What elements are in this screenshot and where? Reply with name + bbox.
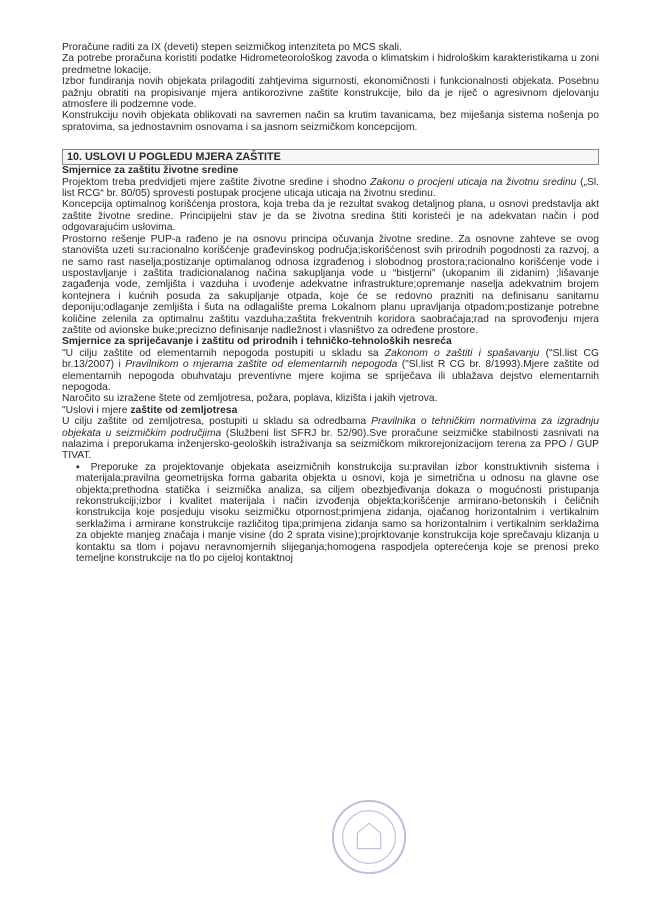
intro-paragraph: Konstrukciju novih objekata oblikovati na savremen način sa krutim tavanicama, bez miješanja sistema nošenja po spratovima, sa jednostavnim osnovama i sa jasnom seizmičkom koncepcijom. <box>62 110 599 133</box>
regulation-title: Pravilnika o tehničkim normativima za izgradnju objekata u seizmičkim područjima <box>62 416 599 439</box>
round-seal-stamp-icon <box>330 798 408 876</box>
text-run: Projektom treba predvidjeti mjere zaštite životne sredine i shodno <box>62 176 371 188</box>
earthquake-paragraph-2 <box>62 462 599 565</box>
env-paragraph-2: Koncepcija optimalnog korišćenja prostora, koja treba da je rezultat svakog detaljnog plana, u osnovi predstavlja akt zaštite životne sredine. Principijelni stav je da se životna sredina štiti koristeći je na adekvatan način i pod odgovarajućim uslovima. <box>62 199 599 234</box>
text-run: Preporuke za projektovanje objekata aseizmičnih konstrukcija su:pravilan izbor konstruktivnih sistema i materijala;pravilna geometrijska forma gabarita objekta u osnovi, koja je simetrična u odnosu na glavne ose objekta;prethodna statička i seizmička analiza, sa ciljem obezbjeđivanja dokaza o mogućnosti pristupanja rekonstrukciji;izbor i kvalitet materijala i način izvođenja objekta;korišćenje armirano-betonskih i čeličnih konstrukcija koje posjeduju visoku seizmičku otpornost;primjena zidanja, ojačanog horizontalnim i vertikalnim serklažima i armirane konstrukcije različitog tipa;primjena zidanja samo sa horizontalnim i vertikalnim serklažima za objekte manjeg značaja i manje visine (do 2 sprata visine);projrktovanje konstrukcija koje sprečavaju klizanja u kontaktu sa tlom i pojavu neravnomjernih slijeganja;homogena raspodjela opterećenja koje se prenosi preko temeljne konstrukcije na tlo po cijeloj kontaktnoj <box>76 461 599 565</box>
intro-paragraph: Izbor fundiranja novih objekata prilagoditi zahtjevima sigurnosti, ekonomičnosti i funkcionalnosti objekata. Posebnu pažnju obratiti na propisivanje mjera antikorozivne zaštite konstrukcije, bilo da je riječ o agresivnom djelovanju atmosfere ili podzemne vode. <box>62 76 599 111</box>
env-paragraph-1 <box>62 177 599 200</box>
disaster-subheading: Smjernice za spriječavanje i zaštitu od prirodnih i tehničko-tehnoloških nesreća <box>62 336 452 348</box>
law-title: Zakonom o zaštiti i spašavanju <box>384 347 540 359</box>
regulation-title: Pravilnikom o mjerama zaštite od elementarnih nepogoda <box>125 359 398 371</box>
disaster-paragraph-1 <box>62 348 599 394</box>
earthquake-paragraph-1 <box>62 416 599 462</box>
text-run-bold: zaštite od zemljotresa <box>130 404 238 416</box>
intro-block <box>62 42 599 133</box>
text-run: "Uslovi i mjere <box>62 404 131 416</box>
disaster-paragraph-2: Naročito su izražene štete od zemljotresa, požara, poplava, klizišta i jakih vjetrova. <box>62 393 438 405</box>
env-subheading: Smjernice za zaštitu životne sredine <box>62 165 239 177</box>
document-page <box>62 42 599 564</box>
intro-paragraph: Za potrebe proračuna koristiti podatke Hidrometeorološkog zavoda o klimatskim i hidrološkim karakteristikama u zoni predmetne lokacije. <box>62 53 599 76</box>
text-run: (Službeni list SFRJ br. 52/90).Sve proračune seizmičke stabilnosti zasnivati na nalazima i preporukama inženjersko-geoloških istraživanja sa seizmičkom mikrorejonizacijom terena za PPO / GUP TIVAT. <box>62 427 599 462</box>
text-run: ("Sl.list R CG br. 8/1993).Mjere zaštite od elementarnih nepogoda obuhvataju preventivne mjere kojima se spriječava ili ublažava dejstvo elementarnih nepogoda. <box>62 359 599 393</box>
bullet-icon: ▪ <box>76 461 84 473</box>
env-paragraph-3: Prostorno rešenje PUP-a rađeno je na osnovu principa očuvanja životne sredine. Za osnovne zahteve se ovog stanovišta uzeti su:racionalno korišćenje građevinskog područja;iskorišćenost svih prirodnih pogodnosti za razvoj, a ne samo rast naselja;postizanje optimalanog odnosa izgrađenog i slobodnog prostora;racionalno korišćenje vode i uspostavljanje i zaštita tradicionalanog načina sakupljanja vode u “bistjerni” (ukopanim ili zidanim) ;lišavanje zagađenja vode, zemljišta i vazduha i uvođenje adekvatne infrastrukture;opremanje naselja adekvatnim brojem kontejnera i kućnih posuda za sakupljanje otpada, koje će se redovno prazniti na definisanu sanitarnu deponiju;odlaganje zemljišta i šuta na odlagalište prema Lokalnom planu upravljanja otpadom;postizanje potrebne količine zelenila za optimalnu zaštitu vazduha;zaštita frekventnih koridora saobraćaja;rad na sprovođenju mjera zaštite od avionske buke;precizno definisanje nadležnost i vlasništvo za određene prostore. <box>62 233 599 336</box>
intro-paragraph: Proračune raditi za IX (deveti) stepen seizmičkog intenziteta po MCS skali. <box>62 42 402 53</box>
text-run: "U cilju zaštite od elementarnih nepogoda postupiti u skladu sa <box>62 347 385 359</box>
section-heading: 10. USLOVI U POGLEDU MJERA ZAŠTITE <box>62 149 599 165</box>
text-run: ("Sl.list CG br.13/2007) i <box>62 347 599 371</box>
text-run: („Sl. list RCG“ br. 80/05) sprovesti postupak procjene uticaja uticaja na životnu sredinu. <box>62 176 599 200</box>
text-run: U cilju zaštite od zemljotresa, postupiti u skladu sa odredbama <box>62 416 372 428</box>
law-title: Zakonu o procjeni uticaja na životnu sredinu <box>370 176 577 188</box>
earthquake-subheading <box>62 405 599 416</box>
